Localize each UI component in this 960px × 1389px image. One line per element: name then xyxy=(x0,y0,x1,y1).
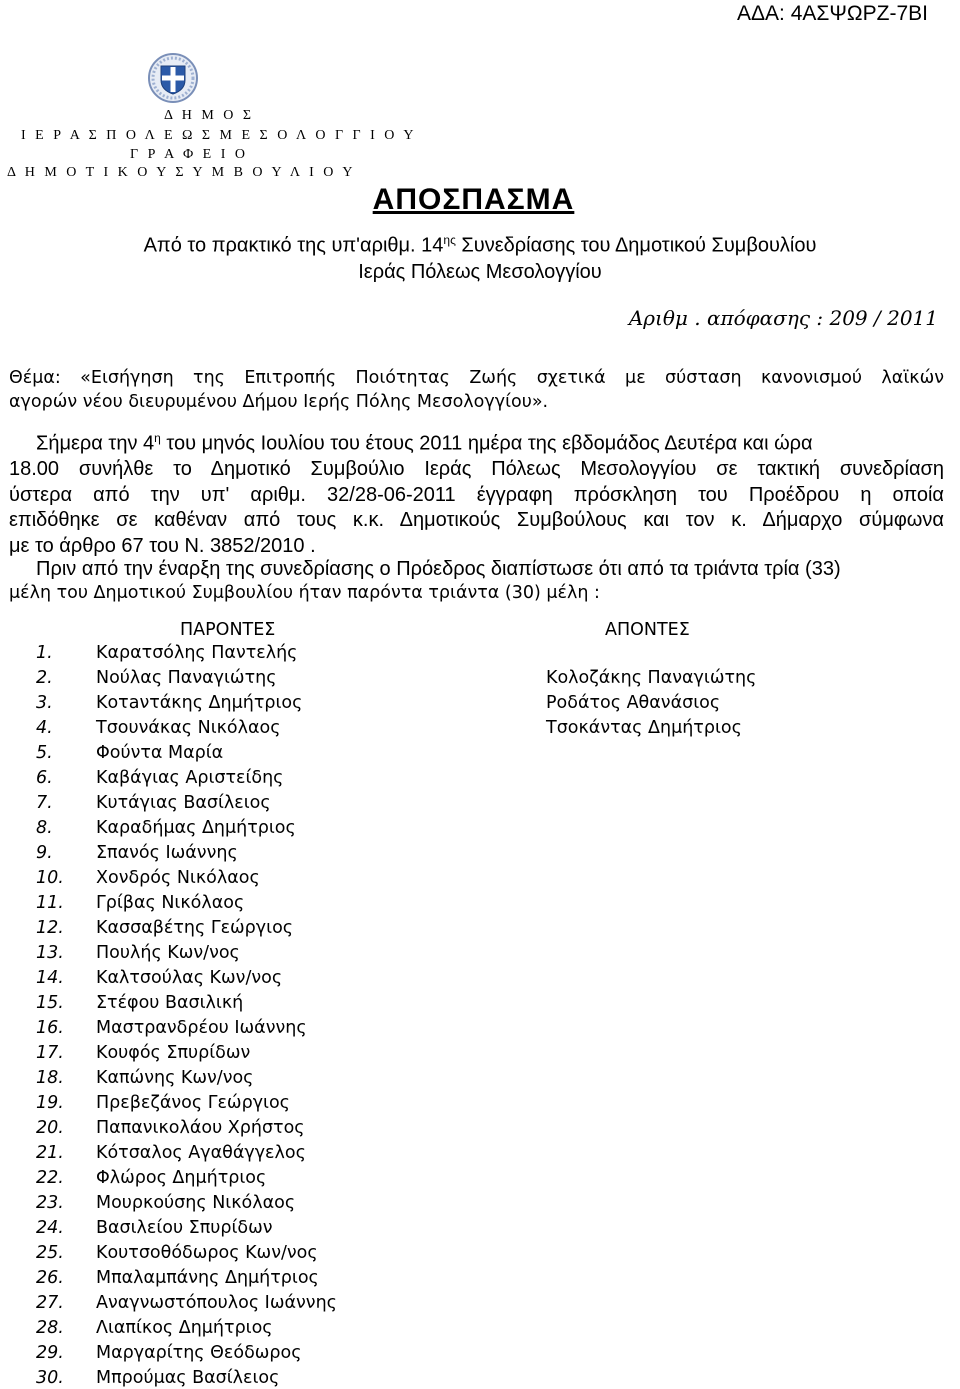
paragraph1-line-3: ύστερα από την υπ' αριθμ. 32/28-06-2011 έγγραφη πρόσκληση του Προέδρου η οποία xyxy=(9,484,944,506)
member-number: 4. xyxy=(36,718,53,738)
member-name: Παπανικολάου Χρήστος xyxy=(96,1118,305,1138)
member-number: 18. xyxy=(36,1068,64,1088)
member-name: Γρίβας Νικόλαος xyxy=(96,893,245,913)
member-number: 21. xyxy=(36,1143,64,1163)
member-number: 1. xyxy=(36,643,53,663)
member-name: Στέφου Βασιλική xyxy=(96,993,244,1013)
subject-line-1: Θέμα: «Εισήγηση της Επιτροπής Ποιότητας Ζωής σχετικά με σύσταση κανονισμού λαϊκών xyxy=(9,368,944,388)
member-name: Καπώνης Κων/νος xyxy=(96,1068,254,1088)
member-number: 20. xyxy=(36,1118,64,1138)
member-number: 27. xyxy=(36,1293,64,1313)
member-name: Καραδήμας Δημήτριος xyxy=(96,818,296,838)
member-number: 12. xyxy=(36,918,64,938)
member-number: 10. xyxy=(36,868,64,888)
header-city: Ι Ε Ρ Α Σ Π Ο Λ Ε Ω Σ Μ Ε Σ Ο Λ Ο Γ Γ Ι Ο Υ xyxy=(21,128,417,143)
member-number: 14. xyxy=(36,968,64,988)
member-number: 22. xyxy=(36,1168,64,1188)
subtitle-line-2: Ιεράς Πόλεως Μεσολογγίου xyxy=(358,261,602,283)
member-name: Μπρούμας Βασίλειος xyxy=(96,1368,280,1388)
member-name: Κοτaντάκης Δημήτριος xyxy=(96,693,303,713)
subtitle-post: Συνεδρίασης του Δημοτικού Συμβουλίου xyxy=(455,234,817,257)
absent-header: ΑΠΟΝΤΕΣ xyxy=(605,620,690,640)
header-office: Γ Ρ Α Φ Ε Ι Ο xyxy=(130,147,249,162)
present-header: ΠΑΡΟΝΤΕΣ xyxy=(180,620,276,640)
member-name: Αναγνωστόπουλος Ιωάννης xyxy=(96,1293,337,1313)
member-name: Βασιλείου Σπυρίδων xyxy=(96,1218,273,1238)
member-name: Χονδρός Νικόλαος xyxy=(96,868,260,888)
member-number: 11. xyxy=(36,893,64,913)
member-number: 16. xyxy=(36,1018,64,1038)
member-number: 15. xyxy=(36,993,64,1013)
member-name: Κουφός Σπυρίδων xyxy=(96,1043,251,1063)
member-number: 3. xyxy=(36,693,53,713)
member-number: 17. xyxy=(36,1043,64,1063)
subtitle-pre: Από το πρακτικό της υπ'αριθμ. 14 xyxy=(143,234,444,257)
member-number: 5. xyxy=(36,743,53,763)
member-name: Καβάγιας Αριστείδης xyxy=(96,768,284,788)
member-name: Πρεβεζάνος Γεώργιος xyxy=(96,1093,290,1113)
paragraph2-line-2: μέλη του Δημοτικού Συμβουλίου ήταν παρόντα τριάντα (30) μέλη : xyxy=(9,583,600,603)
member-number: 2. xyxy=(36,668,53,688)
decision-number: Αριθμ . απόφασης : 209 / 2011 xyxy=(628,306,938,330)
member-name: Μουρκούσης Νικόλαος xyxy=(96,1193,296,1213)
member-name: Πουλής Κων/νος xyxy=(96,943,240,963)
member-number: 28. xyxy=(36,1318,64,1338)
member-name: Καλτσούλας Κων/νος xyxy=(96,968,283,988)
member-name: Καρατσόλης Παντελής xyxy=(96,643,298,663)
member-name: Φούντα Μαρία xyxy=(96,743,224,763)
paragraph1-line-5: με το άρθρο 67 του Ν. 3852/2010 . xyxy=(9,535,316,557)
member-number: 25. xyxy=(36,1243,64,1263)
member-name: Λιαπίκος Δημήτριος xyxy=(96,1318,273,1338)
subject-line-2: αγορών νέου διευρυμένου Δήμου Ιερής Πόλης Μεσολογγίου». xyxy=(9,392,549,412)
member-name: Κυτάγιας Βασίλειος xyxy=(96,793,271,813)
p1-pre: Σήμερα την 4 xyxy=(36,432,155,455)
member-number: 23. xyxy=(36,1193,64,1213)
document-title: ΑΠΟΣΠΑΣΜΑ xyxy=(372,183,575,216)
member-name: Νούλας Παναγιώτης xyxy=(96,668,277,688)
member-number: 9. xyxy=(36,843,53,863)
member-name: Μαργαρίτης Θεόδωρος xyxy=(96,1343,302,1363)
member-number: 29. xyxy=(36,1343,64,1363)
member-name: Μπαλαμπάνης Δημήτριος xyxy=(96,1268,319,1288)
member-number: 24. xyxy=(36,1218,64,1238)
p1-post: του μηνός Ιουλίου του έτους 2011 ημέρα της εβδομάδος Δευτέρα και ώρα xyxy=(160,432,813,455)
member-number: 26. xyxy=(36,1268,64,1288)
header-municipality: Δ Η Μ Ο Σ xyxy=(164,108,255,123)
paragraph1-line-2: 18.00 συνήλθε το Δημοτικό Συμβούλιο Ιεράς Πόλεως Μεσολογγίου σε τακτική συνεδρίαση xyxy=(9,458,944,480)
member-name: Μαστρανδρέου Ιωάννης xyxy=(96,1018,307,1038)
subtitle-sup: ης xyxy=(443,233,456,247)
member-number: 19. xyxy=(36,1093,64,1113)
absent-member-name: Κολοζάκης Παναγιώτης xyxy=(546,668,757,688)
absent-member-name: Τσοκάντας Δημήτριος xyxy=(546,718,742,738)
document-id-code: ΑΔΑ: 4ΑΣΨΩΡΖ-7ΒΙ xyxy=(737,2,928,25)
member-number: 7. xyxy=(36,793,53,813)
member-name: Τσουνάκας Νικόλαος xyxy=(96,718,281,738)
header-council: Δ Η Μ Ο Τ Ι Κ Ο Υ Σ Υ Μ Β Ο Υ Λ Ι Ο Υ xyxy=(7,165,356,180)
paragraph1-line-4: επιδόθηκε σε καθέναν από τους κ.κ. Δημοτικούς Συμβούλους και τον κ. Δήμαρχο σύμφωνα xyxy=(9,509,944,531)
member-name: Κουτσοθόδωρος Κων/νος xyxy=(96,1243,318,1263)
member-name: Φλώρος Δημήτριος xyxy=(96,1168,267,1188)
member-number: 13. xyxy=(36,943,64,963)
greek-coat-of-arms-icon xyxy=(147,52,199,104)
member-number: 8. xyxy=(36,818,53,838)
member-name: Σπανός Ιωάννης xyxy=(96,843,238,863)
paragraph1-line-1 xyxy=(36,431,813,456)
member-number: 30. xyxy=(36,1368,64,1388)
member-name: Κότσαλος Αγαθάγγελος xyxy=(96,1143,306,1163)
paragraph2-line-1: Πριν από την έναρξη της συνεδρίασης ο Πρόεδρος διαπίστωσε ότι από τα τριάντα τρία (33) xyxy=(36,558,841,580)
subtitle-line-1 xyxy=(0,233,960,258)
p1-sup: η xyxy=(154,431,161,445)
member-number: 6. xyxy=(36,768,53,788)
member-name: Κασσαβέτης Γεώργιος xyxy=(96,918,294,938)
absent-member-name: Ροδάτος Αθανάσιος xyxy=(546,693,721,713)
